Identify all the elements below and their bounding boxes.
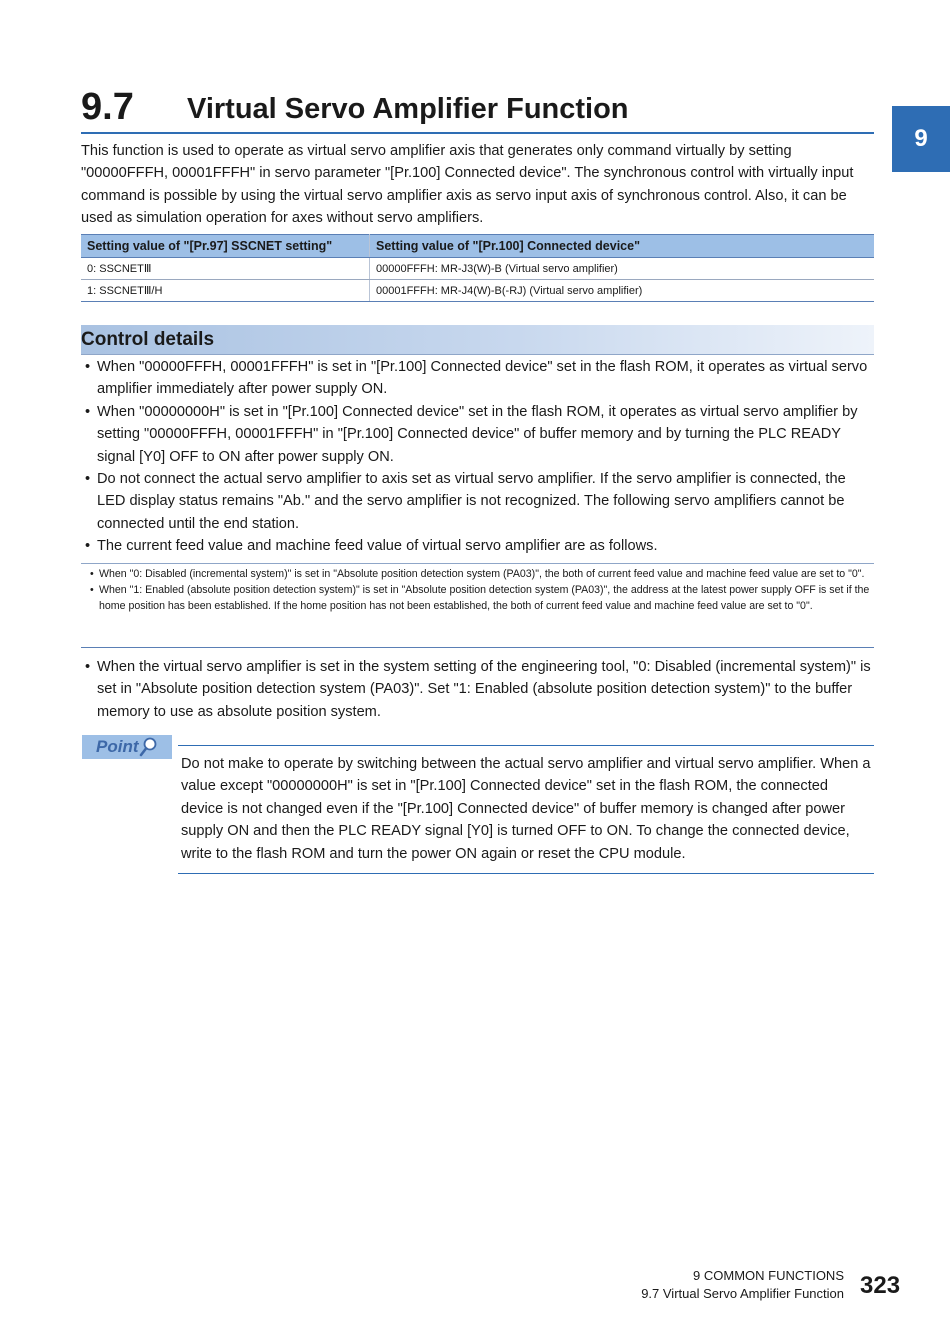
note-item: • When "1: Enabled (absolute position detection system)" is set in "Absolute position detection system (PA03)", the address at the latest power supply OFF is set if the home position has been established. If the home position has not been established, the both of current feed value and machine feed value are set to "0". [89, 582, 874, 614]
control-details-list-continued [81, 656, 874, 723]
chapter-tab: 9 [892, 106, 950, 172]
table-cell: 1: SSCNETⅢ/H [81, 280, 370, 302]
list-item: • When "00000FFFH, 00001FFFH" is set in "[Pr.100] Connected device" set in the flash ROM, it operates as virtual servo amplifier immediately after power supply ON. [81, 356, 874, 401]
intro-paragraph: This function is used to operate as virtual servo amplifier axis that generates only command virtually by setting "00000FFFH, 00001FFFH" in servo parameter "[Pr.100] Connected device". The synchronous control with virtually input command is possible by using the virtual servo amplifier axis as servo input axis of synchronous control. Also, it can be used as simulation operation for axes without servo amplifiers. [81, 143, 854, 227]
section-title: Virtual Servo Amplifier Function [187, 93, 629, 125]
point-rule-top [178, 745, 874, 746]
note-list [81, 564, 874, 614]
table-cell: 00000FFFH: MR-J3(W)-B (Virtual servo amplifier) [370, 258, 875, 280]
note-item: • When "0: Disabled (incremental system)" is set in "Absolute position detection system (PA03)", the both of current feed value and machine feed value are set to "0". [89, 566, 874, 582]
table-header-row [81, 235, 874, 258]
settings-table [81, 234, 874, 302]
table-header-cell: Setting value of "[Pr.97] SSCNET setting" [81, 235, 370, 258]
table-header-cell: Setting value of "[Pr.100] Connected device" [370, 235, 875, 258]
point-text: Do not make to operate by switching between the actual servo amplifier and virtual servo amplifier. When a value except "00000000H" is set in "[Pr.100] Connected device" set in the flash ROM, the connected device is not changed even if the "[Pr.100] Connected device" of buffer memory is changed after power supply ON and then the PLC READY signal [Y0] is turned OFF to ON. To change the connected device, write to the flash ROM and turn the power ON again or reset the CPU module. [181, 756, 871, 862]
list-item: • The current feed value and machine feed value of virtual servo amplifier are as follows. [81, 535, 874, 557]
list-item: • Do not connect the actual servo amplifier to axis set as virtual servo amplifier. If the servo amplifier is connected, the LED display status remains "Ab." and the servo amplifier is not recognized. The following servo amplifiers cannot be connected until the end station. [81, 468, 874, 535]
section-heading [81, 84, 874, 134]
footer-chapter: 9 COMMON FUNCTIONS [693, 1268, 844, 1283]
footer-section: 9.7 Virtual Servo Amplifier Function [641, 1286, 844, 1301]
control-details-list [81, 356, 874, 558]
table-row [81, 280, 874, 302]
list-item: • When "00000000H" is set in "[Pr.100] Connected device" set in the flash ROM, it operates as virtual servo amplifier by setting "00000FFFH, 00001FFFH" in "[Pr.100] Connected device" of buffer memory and by turning the PLC READY signal [Y0] OFF to ON after power supply ON. [81, 401, 874, 468]
section-number: 9.7 [81, 86, 134, 128]
page-number: 323 [860, 1272, 901, 1299]
point-badge [82, 735, 172, 759]
point-label: Point [96, 737, 139, 756]
control-details-heading: Control details [81, 325, 874, 355]
table-cell: 00001FFFH: MR-J4(W)-B(-RJ) (Virtual servo amplifier) [370, 280, 875, 302]
table-row [81, 258, 874, 280]
list-item: • When the virtual servo amplifier is set in the system setting of the engineering tool, "0: Disabled (incremental system)" is set in "Absolute position detection system (PA03)". Set "1: Enabled (absolute position detection system)" to the buffer memory to use as absolute position system. [81, 656, 874, 723]
magnifier-icon [138, 736, 158, 758]
point-rule-bottom [178, 873, 874, 874]
table-cell: 0: SSCNETⅢ [81, 258, 370, 280]
note-box [81, 563, 874, 648]
